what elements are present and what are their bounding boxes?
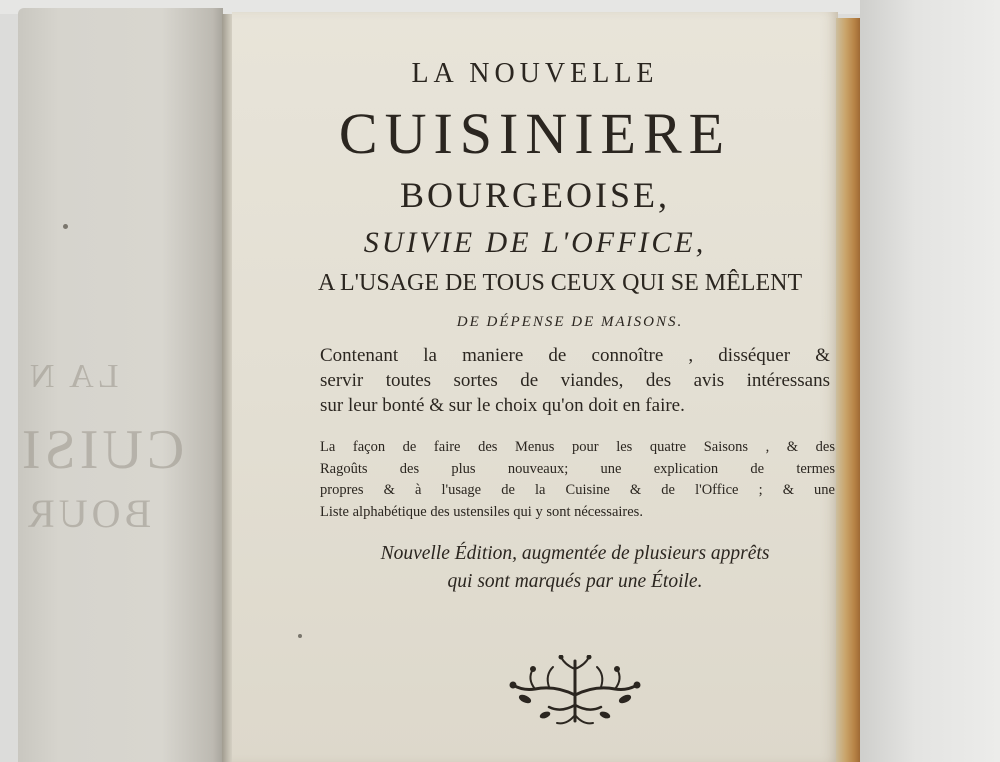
ghost-text-3: BOUR	[24, 491, 152, 536]
paragraph-line: Ragoûts des plus nouveaux; une explication de termes	[320, 460, 835, 477]
paragraph-contents	[320, 343, 830, 418]
ghost-text-1: LA N	[26, 358, 119, 395]
title-line-2: CUISINIERE	[338, 101, 732, 166]
edition-line: qui sont marqués par une Étoile.	[447, 571, 703, 592]
paragraph-line: Contenant la maniere de connoître , disséquer &	[320, 345, 830, 366]
background-right	[860, 0, 1000, 762]
title-line-3: BOURGEOISE,	[399, 175, 670, 215]
subtitle: SUIVIE DE L'OFFICE,	[363, 226, 707, 259]
paragraph-line: sur leur bonté & sur le choix qu'on doit en faire.	[320, 395, 685, 416]
edition-line: Nouvelle Édition, augmentée de plusieurs apprêts	[380, 543, 770, 564]
page-block-edge	[836, 18, 860, 762]
edition-note	[320, 540, 830, 596]
paragraph-line: La façon de faire des Menus pour les quatre Saisons , & des	[320, 439, 835, 455]
depense-line: DE DÉPENSE DE MAISONS.	[456, 314, 684, 330]
paragraph-line: propres & à l'usage de la Cuisine & de l'Office ; & une	[320, 482, 835, 498]
paragraph-line: Liste alphabétique des ustensiles qui y sont nécessaires.	[320, 503, 643, 520]
paper-speck	[63, 224, 68, 229]
left-page	[18, 8, 223, 762]
ghost-text-2: CUISI	[18, 419, 185, 481]
floral-ornament-icon	[505, 655, 645, 727]
paper-speck	[298, 634, 302, 638]
usage-line: A L'USAGE DE TOUS CEUX QUI SE MÊLENT	[318, 270, 803, 296]
paragraph-menus	[320, 437, 835, 523]
paragraph-line: servir toutes sortes de viandes, des avis intéressans	[320, 370, 830, 391]
title-line-1: LA NOUVELLE	[411, 58, 659, 89]
